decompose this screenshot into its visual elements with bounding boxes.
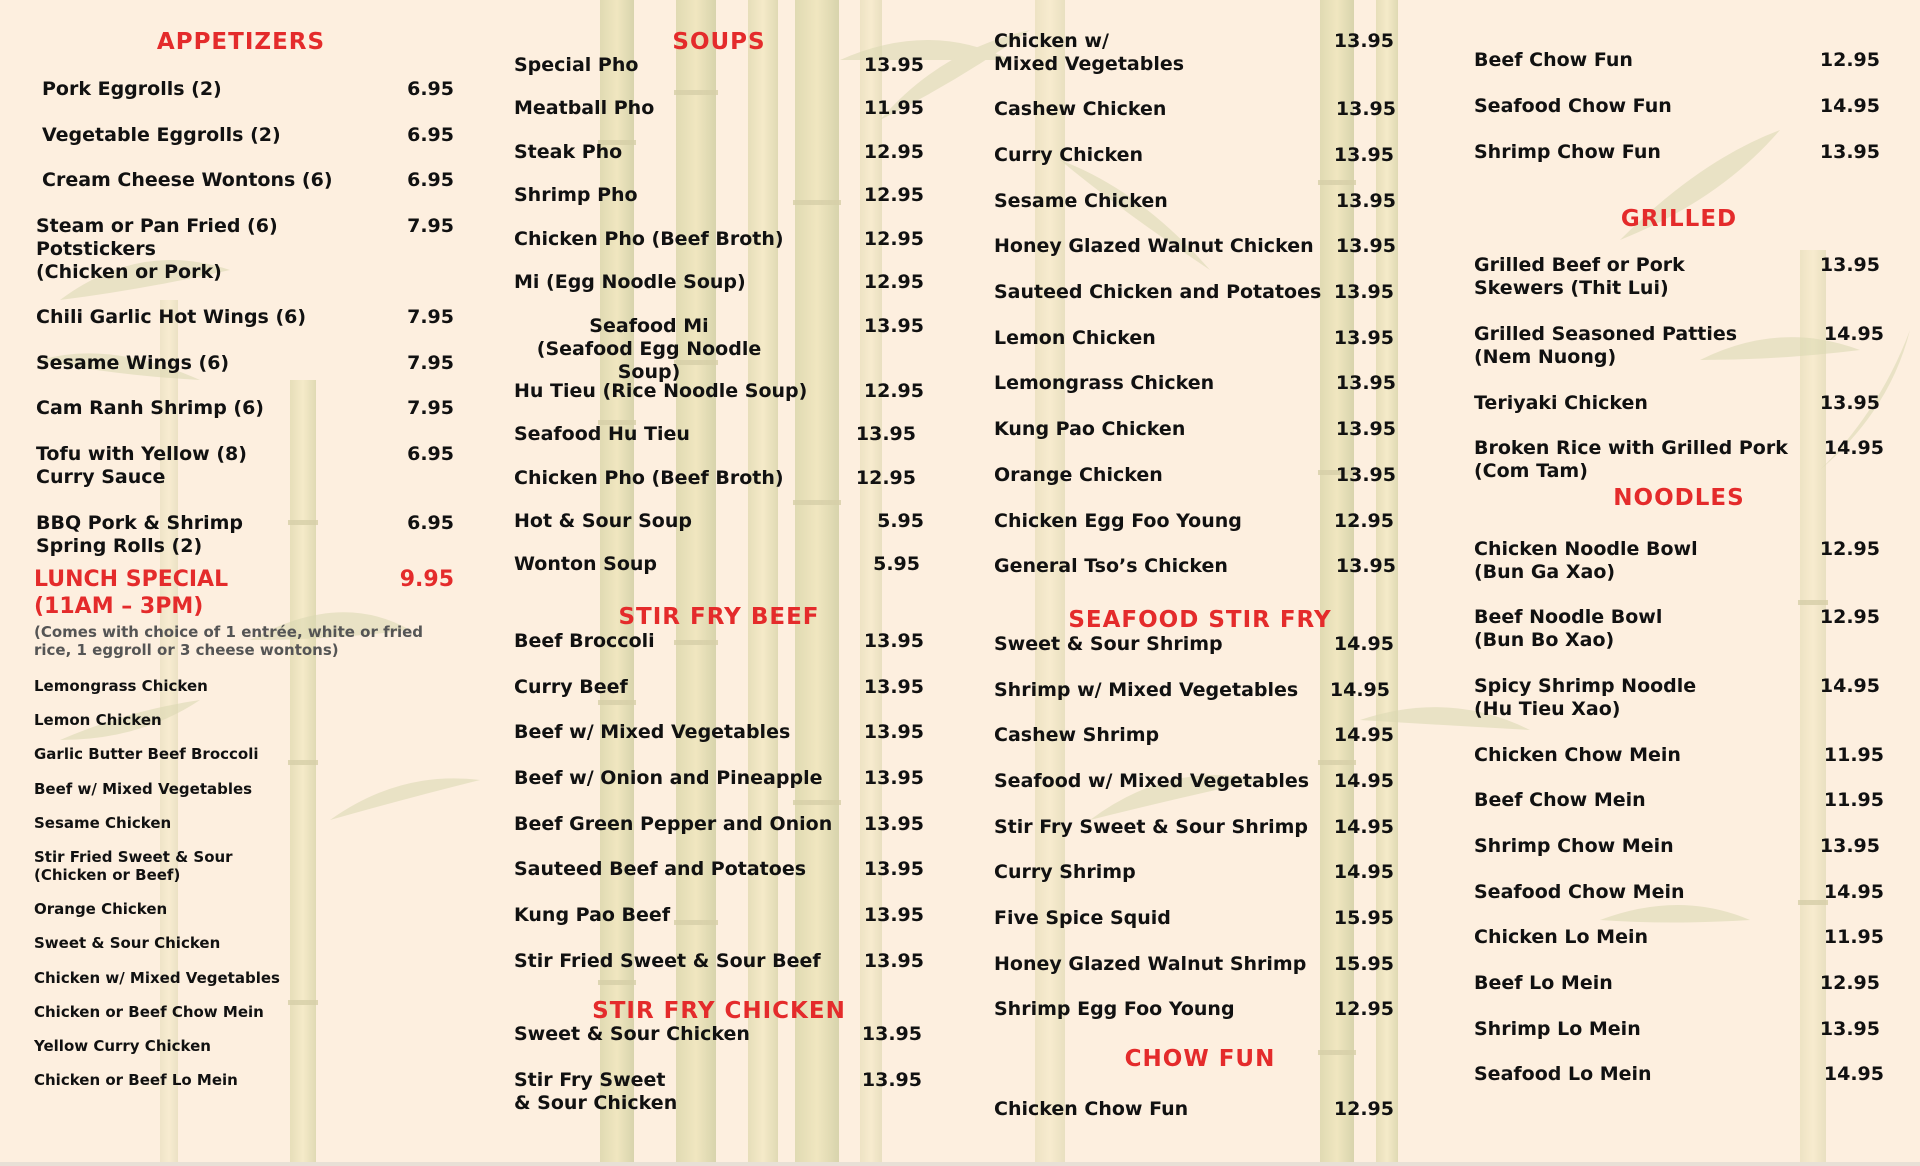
lunch-item: Chicken or Beef Lo Mein bbox=[34, 1071, 238, 1089]
item-price: 13.95 bbox=[855, 423, 916, 445]
item-price: 13.95 bbox=[1335, 464, 1396, 486]
item-price: 13.95 bbox=[1335, 190, 1396, 212]
heading-seafood-stir-fry: SEAFOOD STIR FRY bbox=[1068, 607, 1332, 633]
item-name: Stir Fry Sweet & Sour Chicken bbox=[514, 1069, 678, 1114]
item-price: 15.95 bbox=[1333, 907, 1394, 929]
item-price: 14.95 bbox=[1823, 323, 1884, 345]
item-name: Special Pho bbox=[514, 54, 639, 76]
item-name: Steam or Pan Fried (6) Potstickers (Chicken or Pork) bbox=[36, 215, 278, 283]
item-name: Teriyaki Chicken bbox=[1474, 392, 1648, 414]
heading-stir-fry-beef: STIR FRY BEEF bbox=[618, 604, 820, 630]
item-name: Grilled Seasoned Patties (Nem Nuong) bbox=[1474, 323, 1738, 368]
item-price: 14.95 bbox=[1819, 675, 1880, 697]
item-name: Sesame Chicken bbox=[994, 190, 1168, 212]
item-price: 13.95 bbox=[863, 767, 924, 789]
item-name: Kung Pao Chicken bbox=[994, 418, 1186, 440]
item-price: 14.95 bbox=[1329, 679, 1390, 701]
item-price: 12.95 bbox=[1333, 998, 1394, 1020]
lunch-item: Orange Chicken bbox=[34, 900, 168, 918]
item-price: 7.95 bbox=[407, 306, 454, 328]
item-price: 13.95 bbox=[1335, 372, 1396, 394]
item-price: 12.95 bbox=[863, 184, 924, 206]
item-name: Chicken Lo Mein bbox=[1474, 926, 1649, 948]
item-price: 5.95 bbox=[873, 553, 920, 575]
item-price: 14.95 bbox=[1333, 770, 1394, 792]
item-price: 12.95 bbox=[1333, 1098, 1394, 1120]
item-name: Beef Broccoli bbox=[514, 630, 655, 652]
item-price: 13.95 bbox=[1333, 144, 1394, 166]
item-name: Sesame Wings (6) bbox=[36, 352, 230, 374]
item-name: Beef w/ Onion and Pineapple bbox=[514, 767, 823, 789]
item-name: Chicken Chow Mein bbox=[1474, 744, 1681, 766]
item-price: 12.95 bbox=[863, 271, 924, 293]
item-name: Chicken w/ Mixed Vegetables bbox=[994, 30, 1185, 75]
item-name: Cashew Shrimp bbox=[994, 724, 1160, 746]
item-name: Sauteed Beef and Potatoes bbox=[514, 858, 807, 880]
item-price: 6.95 bbox=[407, 124, 454, 146]
item-name: Beef Chow Mein bbox=[1474, 789, 1646, 811]
menu-column-1 bbox=[34, 0, 454, 1160]
item-name: Sweet & Sour Shrimp bbox=[994, 633, 1223, 655]
item-price: 13.95 bbox=[863, 721, 924, 743]
lunch-item: Beef w/ Mixed Vegetables bbox=[34, 780, 253, 798]
item-name: Hu Tieu (Rice Noodle Soup) bbox=[514, 380, 808, 402]
menu-column-4 bbox=[1474, 0, 1894, 1160]
heading-noodles: NOODLES bbox=[1613, 485, 1745, 511]
item-name: Steak Pho bbox=[514, 141, 623, 163]
item-name: Mi (Egg Noodle Soup) bbox=[514, 271, 746, 293]
item-name: Kung Pao Beef bbox=[514, 904, 671, 926]
item-price: 14.95 bbox=[1333, 816, 1394, 838]
item-price: 5.95 bbox=[877, 510, 924, 532]
item-price: 12.95 bbox=[1819, 606, 1880, 628]
lunch-item: Lemon Chicken bbox=[34, 711, 162, 729]
item-name: Cream Cheese Wontons (6) bbox=[42, 169, 333, 191]
item-name: Lemongrass Chicken bbox=[994, 372, 1215, 394]
item-price: 13.95 bbox=[863, 676, 924, 698]
item-price: 14.95 bbox=[1823, 881, 1884, 903]
item-name: Beef Lo Mein bbox=[1474, 972, 1613, 994]
item-name: Cam Ranh Shrimp (6) bbox=[36, 397, 264, 419]
item-price: 12.95 bbox=[1333, 510, 1394, 532]
item-name: Honey Glazed Walnut Chicken bbox=[994, 235, 1314, 257]
item-price: 13.95 bbox=[1819, 392, 1880, 414]
item-name: Lemon Chicken bbox=[994, 327, 1156, 349]
item-price: 13.95 bbox=[1333, 30, 1394, 52]
item-price: 13.95 bbox=[1333, 327, 1394, 349]
item-name: General Tso’s Chicken bbox=[994, 555, 1228, 577]
menu-column-3 bbox=[994, 0, 1414, 1160]
item-name: Chicken Noodle Bowl (Bun Ga Xao) bbox=[1474, 538, 1698, 583]
lunch-item: Garlic Butter Beef Broccoli bbox=[34, 745, 259, 763]
item-price: 12.95 bbox=[1819, 972, 1880, 994]
item-name: Beef Noodle Bowl (Bun Bo Xao) bbox=[1474, 606, 1663, 651]
heading-grilled: GRILLED bbox=[1620, 206, 1738, 232]
item-name: Chili Garlic Hot Wings (6) bbox=[36, 306, 307, 328]
item-name: BBQ Pork & Shrimp Spring Rolls (2) bbox=[36, 512, 244, 557]
item-name: Pork Eggrolls (2) bbox=[42, 78, 222, 100]
item-name: Seafood Lo Mein bbox=[1474, 1063, 1652, 1085]
item-name: Shrimp Pho bbox=[514, 184, 638, 206]
item-name: Honey Glazed Walnut Shrimp bbox=[994, 953, 1307, 975]
lunch-item: Stir Fried Sweet & Sour (Chicken or Beef) bbox=[34, 848, 233, 884]
item-name: Beef w/ Mixed Vegetables bbox=[514, 721, 791, 743]
item-price: 13.95 bbox=[863, 950, 924, 972]
item-name: Seafood Chow Mein bbox=[1474, 881, 1685, 903]
item-price: 7.95 bbox=[407, 397, 454, 419]
item-price: 12.95 bbox=[855, 467, 916, 489]
heading-chow-fun: CHOW FUN bbox=[1124, 1046, 1276, 1072]
lunch-special-title: LUNCH SPECIAL (11AM – 3PM) bbox=[34, 567, 229, 619]
item-price: 14.95 bbox=[1823, 1063, 1884, 1085]
item-price: 13.95 bbox=[863, 630, 924, 652]
item-name: Hot & Sour Soup bbox=[514, 510, 692, 532]
item-price: 12.95 bbox=[1819, 49, 1880, 71]
bottom-rule bbox=[0, 1162, 1920, 1166]
item-price: 11.95 bbox=[1823, 789, 1884, 811]
item-name: Stir Fried Sweet & Sour Beef bbox=[514, 950, 821, 972]
item-name: Stir Fry Sweet & Sour Shrimp bbox=[994, 816, 1309, 838]
item-name: Sweet & Sour Chicken bbox=[514, 1023, 750, 1045]
item-price: 7.95 bbox=[407, 352, 454, 374]
item-name: Sauteed Chicken and Potatoes bbox=[994, 281, 1322, 303]
item-name: Spicy Shrimp Noodle (Hu Tieu Xao) bbox=[1474, 675, 1697, 720]
item-price: 13.95 bbox=[863, 54, 924, 76]
item-name: Shrimp Lo Mein bbox=[1474, 1018, 1641, 1040]
item-name: Beef Chow Fun bbox=[1474, 49, 1633, 71]
item-price: 13.95 bbox=[1333, 281, 1394, 303]
lunch-item: Lemongrass Chicken bbox=[34, 677, 208, 695]
item-price: 13.95 bbox=[1335, 418, 1396, 440]
item-price: 13.95 bbox=[861, 1023, 922, 1045]
item-price: 13.95 bbox=[863, 904, 924, 926]
heading-stir-fry-chicken: STIR FRY CHICKEN bbox=[592, 998, 846, 1024]
item-name: Chicken Chow Fun bbox=[994, 1098, 1189, 1120]
lunch-special-price: 9.95 bbox=[399, 567, 454, 592]
item-price: 14.95 bbox=[1823, 437, 1884, 459]
item-price: 14.95 bbox=[1333, 861, 1394, 883]
item-price: 13.95 bbox=[1819, 254, 1880, 276]
item-price: 12.95 bbox=[863, 141, 924, 163]
item-price: 6.95 bbox=[407, 169, 454, 191]
item-price: 15.95 bbox=[1333, 953, 1394, 975]
lunch-item: Yellow Curry Chicken bbox=[34, 1037, 211, 1055]
item-name: Wonton Soup bbox=[514, 553, 658, 575]
item-price: 12.95 bbox=[1819, 538, 1880, 560]
item-price: 13.95 bbox=[863, 315, 924, 337]
lunch-special-note: (Comes with choice of 1 entrée, white or fried rice, 1 eggroll or 3 cheese wontons) bbox=[34, 623, 424, 659]
item-name: Meatball Pho bbox=[514, 97, 655, 119]
item-name: Orange Chicken bbox=[994, 464, 1163, 486]
item-price: 13.95 bbox=[1335, 98, 1396, 120]
item-name: Seafood Chow Fun bbox=[1474, 95, 1672, 117]
item-name: Seafood w/ Mixed Vegetables bbox=[994, 770, 1310, 792]
item-name: Shrimp w/ Mixed Vegetables bbox=[994, 679, 1299, 701]
item-price: 14.95 bbox=[1819, 95, 1880, 117]
lunch-item: Sweet & Sour Chicken bbox=[34, 934, 221, 952]
item-price: 6.95 bbox=[407, 512, 454, 534]
item-price: 13.95 bbox=[1819, 141, 1880, 163]
item-price: 13.95 bbox=[1819, 835, 1880, 857]
item-price: 6.95 bbox=[407, 443, 454, 465]
item-name: Chicken Pho (Beef Broth) bbox=[514, 228, 784, 250]
lunch-item: Sesame Chicken bbox=[34, 814, 172, 832]
heading-appetizers: APPETIZERS bbox=[156, 29, 326, 55]
item-name: Chicken Pho (Beef Broth) bbox=[514, 467, 784, 489]
item-price: 6.95 bbox=[407, 78, 454, 100]
item-name: Shrimp Chow Fun bbox=[1474, 141, 1661, 163]
item-price: 13.95 bbox=[861, 1069, 922, 1091]
item-price: 7.95 bbox=[407, 215, 454, 237]
item-name: Seafood Mi (Seafood Egg Noodle Soup) bbox=[536, 315, 762, 383]
item-name: Tofu with Yellow (8) Curry Sauce bbox=[36, 443, 247, 488]
item-price: 12.95 bbox=[863, 380, 924, 402]
item-name: Vegetable Eggrolls (2) bbox=[42, 124, 281, 146]
item-name: Seafood Hu Tieu bbox=[514, 423, 690, 445]
item-name: Curry Beef bbox=[514, 676, 628, 698]
item-name: Curry Chicken bbox=[994, 144, 1143, 166]
item-price: 14.95 bbox=[1333, 724, 1394, 746]
item-price: 13.95 bbox=[1819, 1018, 1880, 1040]
item-price: 11.95 bbox=[863, 97, 924, 119]
item-price: 13.95 bbox=[1335, 555, 1396, 577]
item-name: Cashew Chicken bbox=[994, 98, 1167, 120]
heading-soups: SOUPS bbox=[672, 29, 766, 55]
item-price: 13.95 bbox=[863, 858, 924, 880]
item-name: Beef Green Pepper and Onion bbox=[514, 813, 833, 835]
item-price: 13.95 bbox=[1335, 235, 1396, 257]
lunch-item: Chicken w/ Mixed Vegetables bbox=[34, 969, 280, 987]
item-price: 11.95 bbox=[1823, 926, 1884, 948]
item-price: 13.95 bbox=[863, 813, 924, 835]
item-price: 12.95 bbox=[863, 228, 924, 250]
item-name: Grilled Beef or Pork Skewers (Thit Lui) bbox=[1474, 254, 1685, 299]
item-name: Chicken Egg Foo Young bbox=[994, 510, 1242, 532]
item-price: 14.95 bbox=[1333, 633, 1394, 655]
item-name: Broken Rice with Grilled Pork (Com Tam) bbox=[1474, 437, 1788, 482]
item-name: Shrimp Egg Foo Young bbox=[994, 998, 1235, 1020]
item-name: Shrimp Chow Mein bbox=[1474, 835, 1674, 857]
item-name: Curry Shrimp bbox=[994, 861, 1136, 883]
lunch-item: Chicken or Beef Chow Mein bbox=[34, 1003, 264, 1021]
item-price: 11.95 bbox=[1823, 744, 1884, 766]
menu-column-2 bbox=[514, 0, 934, 1160]
item-name: Five Spice Squid bbox=[994, 907, 1171, 929]
